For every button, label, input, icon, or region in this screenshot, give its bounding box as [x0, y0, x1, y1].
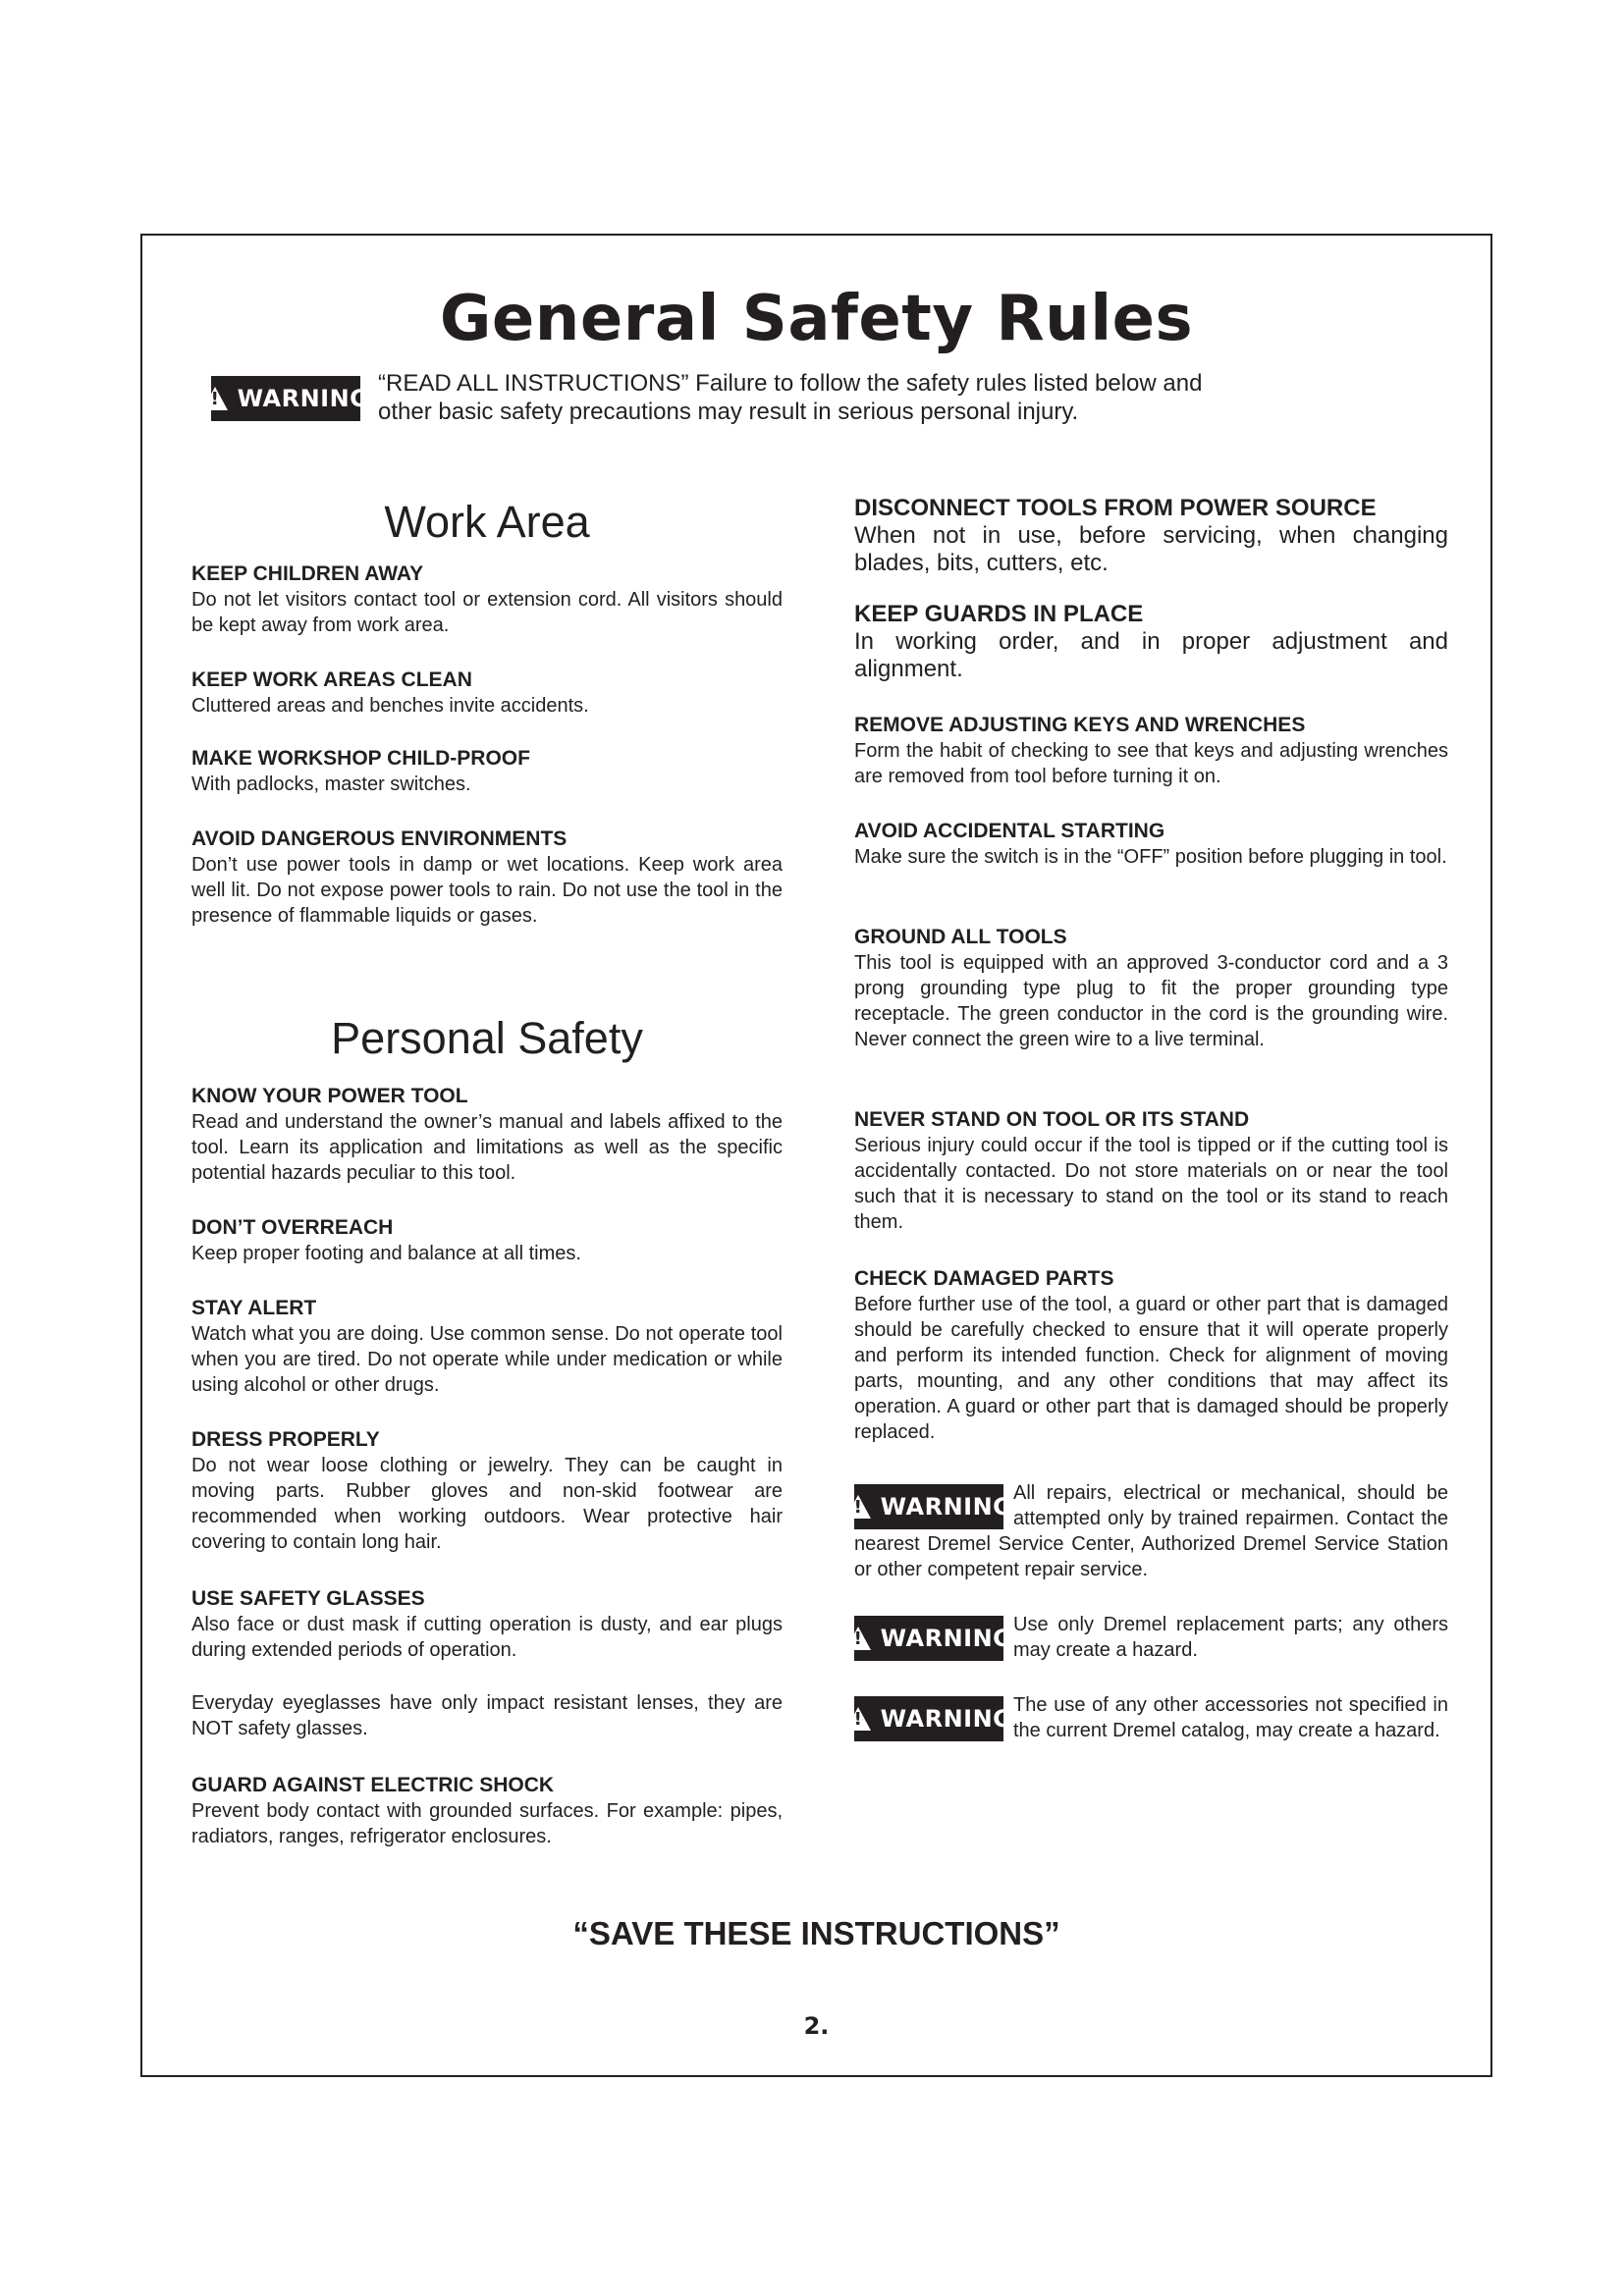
rule-text: Do not wear loose clothing or jewelry. They can be caught in moving parts. Rubber gloves and non-skid footwear are recommended when working outdoors. Wear protective hair covering to contain long hair. [191, 1455, 783, 1553]
rule-text: With padlocks, master switches. [191, 774, 471, 795]
rule-title: MAKE WORKSHOP CHILD-PROOF [191, 747, 530, 770]
warning-text: All repairs, electrical or mechanical, should be attempted only by trained repairmen. Contact the nearest Dremel Service Center, Authorized Dremel Service Station or other competent repair service. [854, 1482, 1448, 1580]
rule-dress-properly [191, 1427, 783, 1555]
rule-title: KEEP CHILDREN AWAY [191, 562, 424, 585]
rule-title: KEEP WORK AREAS CLEAN [191, 668, 472, 691]
rule-text: Also face or dust mask if cutting operation is dusty, and ear plugs during extended periods of operation. [191, 1614, 783, 1661]
rule-text: Keep proper footing and balance at all times. [191, 1243, 581, 1264]
rule-title: AVOID ACCIDENTAL STARTING [854, 820, 1165, 842]
rule-know-your-power-tool [191, 1084, 783, 1186]
rule-avoid-dangerous-environments [191, 827, 783, 929]
warning-triangle-icon [845, 1495, 871, 1519]
rule-ground-all-tools [854, 925, 1448, 1052]
warning-badge [854, 1696, 1013, 1741]
rule-stay-alert [191, 1296, 783, 1398]
rule-title: CHECK DAMAGED PARTS [854, 1267, 1114, 1290]
rule-text: Before further use of the tool, a guard or other part that is damaged should be carefully checked to ensure that it will operate properly and perform its intended function. Check for alignment of moving parts, mounting, and any other conditions that may affect its operation. A guard or other part that is damaged should be properly replaced. [854, 1294, 1448, 1443]
rule-title: KNOW YOUR POWER TOOL [191, 1085, 468, 1107]
rule-use-safety-glasses [191, 1586, 783, 1741]
rule-text: Read and understand the owner’s manual and labels affixed to the tool. Learn its application and limitations as well as the specific potential hazards peculiar to this tool. [191, 1111, 783, 1184]
rule-keep-work-areas-clean [191, 667, 783, 719]
rule-title: AVOID DANGEROUS ENVIRONMENTS [191, 828, 568, 850]
rule-check-damaged-parts [854, 1266, 1448, 1445]
rule-text: This tool is equipped with an approved 3-conductor cord and a 3 prong grounding type plug to fit the proper grounding type receptacle. The green conductor in the cord is the grounding wire. Never connect the green wire to a live terminal. [854, 952, 1448, 1050]
warning-badge [854, 1616, 1013, 1661]
rule-text: Make sure the switch is in the “OFF” position before plugging in tool. [854, 846, 1447, 868]
rule-remove-adjusting-keys [854, 713, 1448, 789]
warning-replacement-parts [854, 1612, 1448, 1663]
rule-title: NEVER STAND ON TOOL OR ITS STAND [854, 1108, 1250, 1131]
rule-avoid-accidental-starting [854, 819, 1448, 870]
rule-title: GROUND ALL TOOLS [854, 926, 1067, 948]
rule-text: When not in use, before servicing, when changing blades, bits, cutters, etc. [854, 522, 1448, 576]
rule-text: Cluttered areas and benches invite accidents. [191, 695, 589, 717]
rule-text: Don’t use power tools in damp or wet locations. Keep work area well lit. Do not expose power tools to rain. Do not use the tool in the presence of flammable liquids or gases. [191, 854, 783, 927]
warning-triangle-icon [845, 1627, 871, 1650]
rule-title: STAY ALERT [191, 1297, 317, 1319]
warning-label: WARNING [237, 385, 370, 412]
warning-badge [854, 1484, 1013, 1529]
rule-keep-guards-in-place [854, 601, 1448, 683]
page-number: 2. [803, 2012, 830, 2040]
rule-text: Form the habit of checking to see that keys and adjusting wrenches are removed from tool before turning it on. [854, 740, 1448, 787]
warning-label: WARNING [880, 1625, 1013, 1652]
rule-title: DON’T OVERREACH [191, 1216, 394, 1239]
rule-make-workshop-child-proof [191, 746, 783, 797]
warning-label: WARNING [880, 1493, 1013, 1521]
save-instructions: “SAVE THESE INSTRUCTIONS” [572, 1915, 1060, 1951]
rule-dont-overreach [191, 1215, 783, 1266]
warning-repairs [854, 1480, 1448, 1582]
rule-title: KEEP GUARDS IN PLACE [854, 601, 1144, 627]
rule-text: Prevent body contact with grounded surfaces. For example: pipes, radiators, ranges, refrigerator enclosures. [191, 1800, 783, 1847]
personal-safety-heading: Personal Safety [331, 1013, 643, 1063]
warning-accessories [854, 1692, 1448, 1743]
work-area-heading: Work Area [384, 497, 590, 547]
rule-title: USE SAFETY GLASSES [191, 1587, 425, 1610]
rule-text: In working order, and in proper adjustment and alignment. [854, 628, 1448, 682]
intro-warning-badge [211, 376, 370, 421]
warning-text: The use of any other accessories not specified in the current Dremel catalog, may create a hazard. [1013, 1694, 1448, 1741]
intro-text: “READ ALL INSTRUCTIONS” Failure to follow the safety rules listed below and other basic safety precautions may result in serious personal injury. [378, 370, 1203, 425]
rule-title: DRESS PROPERLY [191, 1428, 380, 1451]
page-title: General Safety Rules [439, 283, 1194, 355]
rule-text: Watch what you are doing. Use common sense. Do not operate tool when you are tired. Do not operate while under medication or while using alcohol or other drugs. [191, 1323, 783, 1396]
rule-never-stand-on-tool [854, 1107, 1448, 1235]
warning-text: Use only Dremel replacement parts; any others may create a hazard. [1013, 1614, 1448, 1661]
rule-guard-against-electric-shock [191, 1773, 783, 1849]
rule-keep-children-away [191, 561, 783, 638]
rule-title: GUARD AGAINST ELECTRIC SHOCK [191, 1774, 555, 1796]
warning-triangle-icon [845, 1707, 871, 1731]
warning-label: WARNING [880, 1705, 1013, 1733]
warning-triangle-icon [202, 387, 228, 410]
rule-text: Do not let visitors contact tool or extension cord. All visitors should be kept away from work area. [191, 589, 783, 636]
rule-title: DISCONNECT TOOLS FROM POWER SOURCE [854, 495, 1377, 521]
rule-extra-text: Everyday eyeglasses have only impact resistant lenses, they are NOT safety glasses. [191, 1692, 783, 1739]
page-frame [140, 234, 1492, 2077]
rule-disconnect-tools [854, 495, 1448, 577]
rule-text: Serious injury could occur if the tool is tipped or if the cutting tool is accidentally contacted. Do not store materials on or near the tool such that it is necessary to stand on the tool or its stand to reach them. [854, 1135, 1448, 1233]
rule-title: REMOVE ADJUSTING KEYS AND WRENCHES [854, 714, 1306, 736]
